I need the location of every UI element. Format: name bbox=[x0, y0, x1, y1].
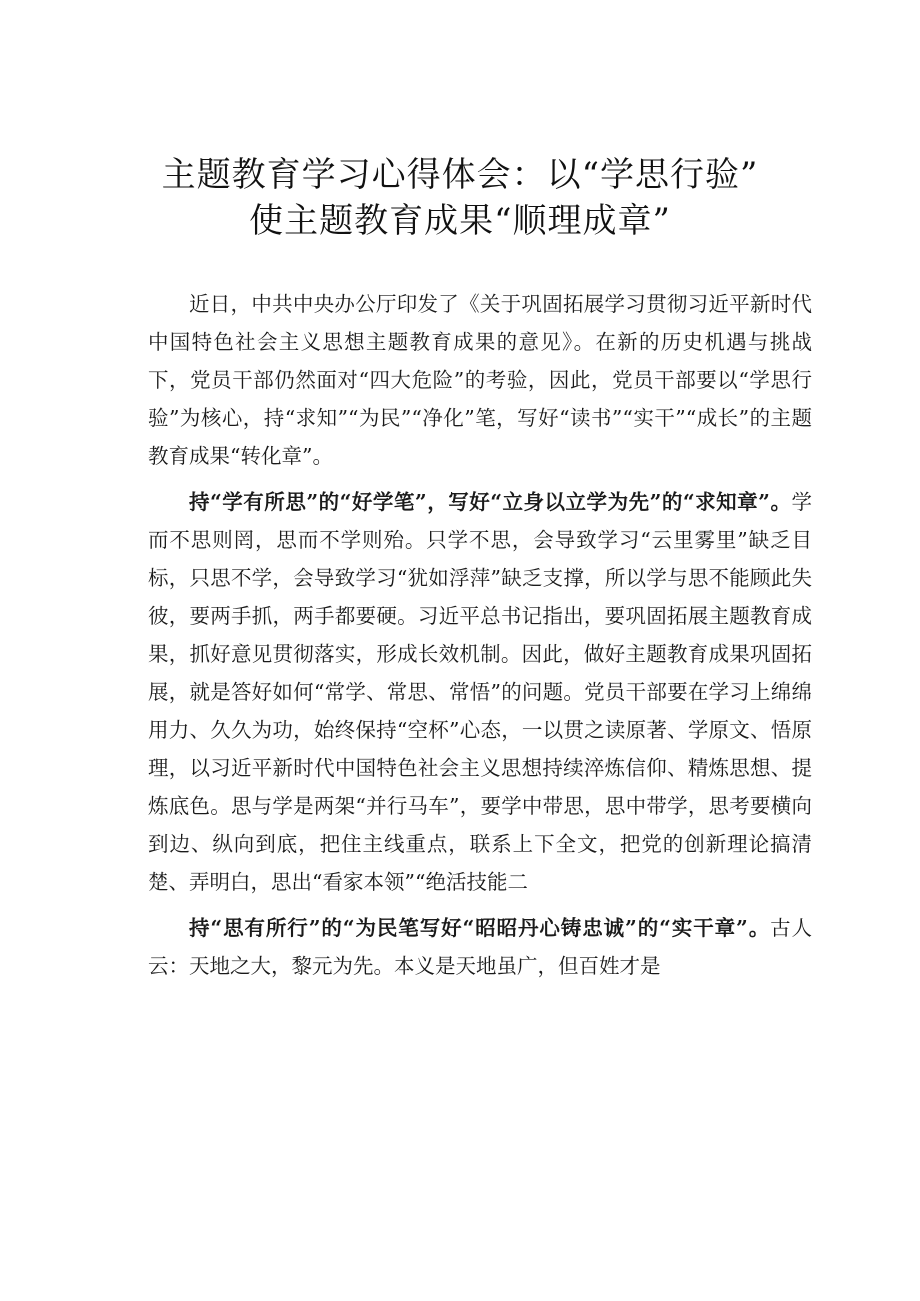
paragraph-qiuzhi-heading: 持“学有所思”的“好学笔”，写好“立身以立学为先”的“求知章”。 bbox=[189, 490, 792, 514]
paragraph-shigan bbox=[148, 909, 812, 985]
document-body bbox=[148, 285, 812, 993]
paragraph-intro-text: 近日，中共中央办公厅印发了《关于巩固拓展学习贯彻习近平新时代中国特色社会主义思想主题教育成果的意见》。在新的历史机遇与挑战下，党员干部仍然面对“四大危险”的考验，因此，党员干部要以“学思行验”为核心，持“求知”“为民”“净化”笔，写好“读书”“实干”“成长”的主题教育成果“转化章”。 bbox=[148, 292, 812, 468]
title-line-1: 主题教育学习心得体会：以“学思行验” bbox=[161, 155, 759, 195]
title-line-2: 使主题教育成果“顺理成章” bbox=[249, 201, 671, 241]
paragraph-qiuzhi-text: 学而不思则罔，思而不学则殆。只学不思，会导致学习“云里雾里”缺乏目标，只思不学，会导致学习“犹如浮萍”缺乏支撑，所以学与思不能顾此失彼，要两手抓，两手都要硬。习近平总书记指出，要巩固拓展主题教育成果，抓好意见贯彻落实，形成长效机制。因此，做好主题教育成果巩固拓展，就是答好如何“常学、常思、常悟”的问题。党员干部要在学习上绵绵用力、久久为功，始终保持“空杯”心态，一以贯之读原著、学原文、悟原理，以习近平新时代中国特色社会主义思想持续淬炼信仰、精炼思想、提炼底色。思与学是两架“并行马车”，要学中带思，思中带学，思考要横向到边、纵向到底，把住主线重点，联系上下全文，把党的创新理论搞清楚、弄明白，思出“看家本领”“绝活技能二 bbox=[148, 490, 812, 894]
paragraph-intro bbox=[148, 285, 812, 475]
paragraph-qiuzhi bbox=[148, 483, 812, 901]
paragraph-shigan-text: 古人云：天地之大，黎元为先。本义是天地虽广，但百姓才是 bbox=[148, 916, 812, 978]
document-title bbox=[120, 152, 800, 244]
paragraph-shigan-heading: 持“思有所行”的“为民笔写好“昭昭丹心铸忠诚”的“实干章”。 bbox=[189, 916, 771, 940]
